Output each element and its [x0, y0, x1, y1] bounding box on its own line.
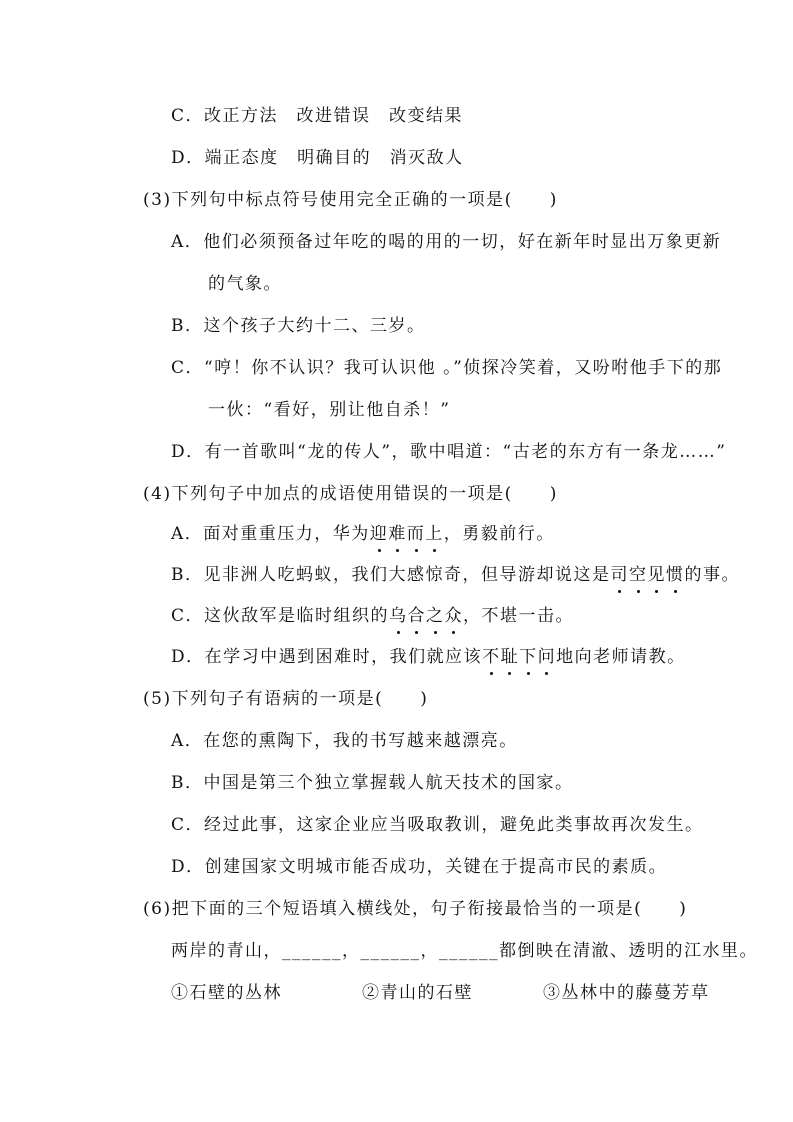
question-5-option-c: C．经过此事，这家企业应当吸取教训，避免此类事故再次发生。 [171, 815, 704, 835]
question-5-option-d: D．创建国家文明城市能否成功，关键在于提高市民的素质。 [171, 857, 668, 877]
question-5-option-b: B．中国是第三个独立掌握载人航天技术的国家。 [171, 773, 574, 793]
dotted-char: 难 [388, 524, 407, 544]
question-5-option-a: A．在您的熏陶下，我的书写越来越漂亮。 [171, 731, 518, 751]
question-3-stem: (3)下列句中标点符号使用完全正确的一项是( ) [143, 190, 558, 210]
question-3-option-c-continued: 一伙：“看好，别让他自杀！” [208, 400, 451, 420]
phrase-1: ①石壁的丛林 [171, 983, 282, 1003]
dotted-char: 乌 [389, 606, 408, 626]
dotted-char: 空 [629, 565, 648, 585]
question-4-option-a [171, 522, 555, 546]
question-5-stem: (5)下列句子有语病的一项是( ) [143, 689, 429, 709]
option-text: C．这伙敌军是临时组织的 [171, 606, 390, 626]
question-4-option-d [171, 645, 686, 669]
question-4-option-b [171, 563, 740, 587]
question-6-phrases [171, 981, 710, 1005]
dotted-char: 下 [519, 647, 538, 667]
question-6-stem: (6)把下面的三个短语填入横线处，句子衔接最恰当的一项是( ) [143, 899, 688, 919]
option-text: 地向老师请教。 [556, 647, 686, 667]
question-3-option-c: C．“哼！你不认识？我可认识他 。”侦探冷笑着，又吩咐他手下的那 [171, 358, 723, 378]
question-6-sentence: 两岸的青山，______，______，______都倒映在清澈、透明的江水里。 [171, 941, 758, 961]
option-text: D．在学习中遇到困难时，我们就应该 [171, 647, 483, 667]
question-3-option-d: D．有一首歌叫“龙的传人”，歌中唱道：“古老的东方有一条龙……” [171, 442, 727, 462]
dotted-char: 见 [647, 565, 666, 585]
question-3-option-b: B．这个孩子大约十二、三岁。 [171, 316, 426, 336]
dotted-char: 迎 [369, 524, 389, 544]
option-text: ，勇毅前行。 [443, 524, 555, 544]
question-4-stem: (4)下列句子中加点的成语使用错误的一项是( ) [143, 484, 558, 504]
dotted-char: 众 [444, 606, 464, 626]
phrase-2: ②青山的石壁 [362, 983, 473, 1003]
dotted-char: 不 [482, 647, 501, 667]
option-text: A．面对重重压力，华为 [171, 524, 370, 544]
option-text: ，不堪一击。 [463, 606, 575, 626]
dotted-char: 问 [537, 647, 557, 667]
dotted-char: 惯 [666, 565, 685, 585]
dotted-char: 耻 [500, 647, 520, 667]
question-2-option-c: C．改正方法 改进错误 改变结果 [171, 106, 464, 126]
phrase-3: ③丛林中的藤蔓芳草 [543, 983, 710, 1003]
option-text: B．见非洲人吃蚂蚁，我们大感惊奇，但导游却说这是 [171, 565, 611, 585]
question-3-option-a-continued: 的气象。 [208, 274, 282, 294]
dotted-char: 司 [610, 565, 629, 585]
question-2-option-d: D．端正态度 明确目的 消灭敌人 [171, 148, 464, 168]
question-3-option-a: A．他们必须预备过年吃的喝的用的一切，好在新年时显出万象更新 [171, 232, 722, 252]
question-4-option-c [171, 604, 574, 628]
dotted-char: 之 [426, 606, 445, 626]
option-text: 的事。 [684, 565, 740, 585]
dotted-char: 合 [407, 606, 427, 626]
dotted-char: 上 [425, 524, 444, 544]
dotted-char: 而 [406, 524, 426, 544]
